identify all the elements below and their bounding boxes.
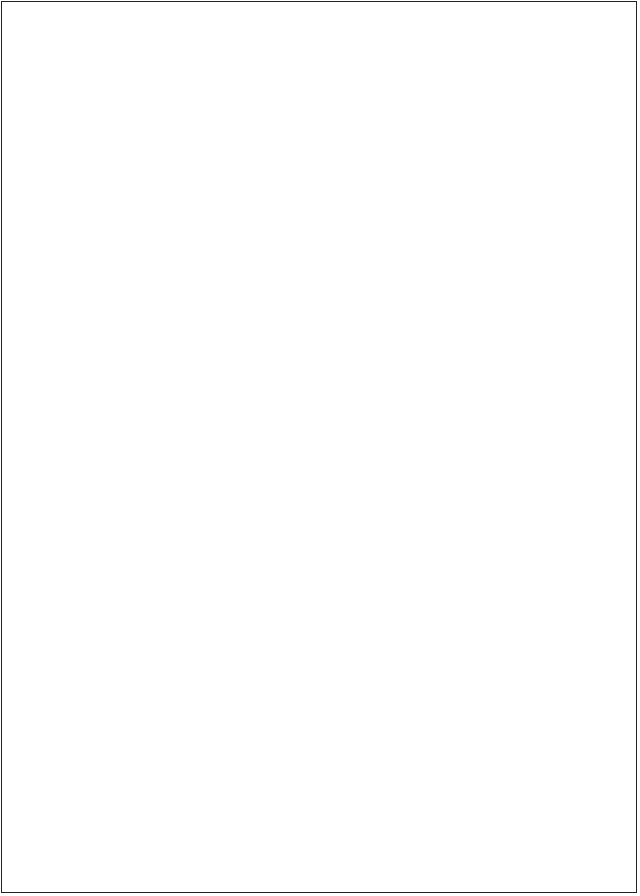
page-border	[1, 1, 637, 893]
